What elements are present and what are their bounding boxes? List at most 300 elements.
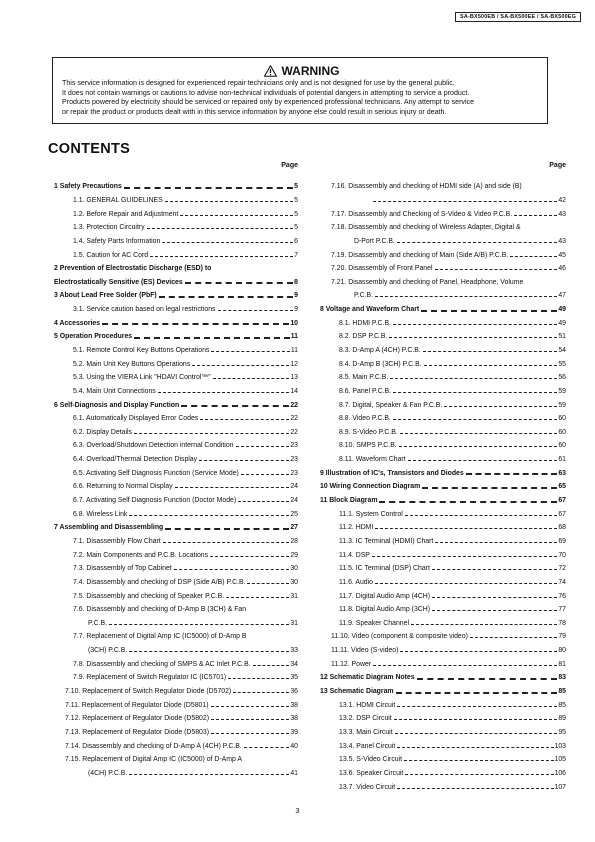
toc-entry-page: 24 bbox=[290, 483, 298, 491]
toc-entry-title: 8.10. SMPS P.C.B. bbox=[339, 442, 397, 450]
toc-entry-page: 49 bbox=[558, 306, 566, 314]
toc-entry-title: 13.2. DSP Circuit bbox=[339, 715, 392, 723]
dot-leader bbox=[247, 583, 289, 584]
dot-leader bbox=[397, 788, 553, 789]
toc-entry[interactable] bbox=[54, 180, 298, 194]
warning-heading bbox=[62, 63, 541, 78]
toc-entry-title: 13.3. Main Circuit bbox=[339, 728, 393, 736]
toc-entry-page: 60 bbox=[558, 415, 566, 423]
toc-entry-title: 1.5. Caution for AC Cord bbox=[73, 251, 149, 259]
toc-entry-page: 29 bbox=[290, 551, 298, 559]
dot-leader bbox=[411, 624, 557, 625]
toc-entry-page: 13 bbox=[290, 374, 298, 382]
toc-entry-page: 61 bbox=[558, 456, 566, 464]
toc-entry-title: 1 Safety Precautions bbox=[54, 183, 122, 191]
toc-entry-title: D-Port P.C.B. bbox=[354, 237, 395, 245]
toc-entry[interactable] bbox=[320, 275, 566, 289]
dot-leader bbox=[424, 365, 558, 366]
dot-leader bbox=[417, 678, 558, 680]
dot-leader bbox=[134, 337, 290, 339]
toc-entry-title: 1.2. Before Repair and Adjustment bbox=[73, 210, 179, 218]
toc-entry-page: 43 bbox=[558, 210, 566, 218]
toc-entry-page: 22 bbox=[290, 415, 298, 423]
dot-leader bbox=[444, 406, 557, 407]
toc-entry-page: 67 bbox=[558, 497, 566, 505]
dot-leader bbox=[393, 392, 557, 393]
toc-entry-page: 89 bbox=[558, 715, 566, 723]
toc-entry-page: 38 bbox=[290, 715, 298, 723]
warning-text-line: It does not contain warnings or cautions to advise non-technical individuals of potential dangers in attempting to service a product. bbox=[62, 88, 470, 97]
dot-leader bbox=[210, 556, 289, 557]
warning-triangle-icon bbox=[264, 65, 277, 77]
toc-entry[interactable] bbox=[320, 685, 566, 699]
toc-entry[interactable] bbox=[320, 494, 566, 508]
toc-entry-title: 5 Operation Procedures bbox=[54, 333, 133, 341]
toc-entry[interactable] bbox=[54, 630, 298, 644]
toc-entry[interactable] bbox=[54, 726, 298, 740]
dot-leader bbox=[147, 228, 294, 229]
toc-entry-title: 7.4. Disassembly and checking of DSP (Side A/B) P.C.B. bbox=[73, 578, 246, 586]
dot-leader bbox=[373, 201, 557, 202]
toc-entry[interactable] bbox=[320, 466, 566, 480]
toc-entry[interactable] bbox=[320, 589, 566, 603]
toc-entry[interactable] bbox=[54, 712, 298, 726]
toc-entry-title: 11.2. HDMI bbox=[339, 524, 374, 532]
toc-entry-title: 6.1. Automatically Displayed Error Codes bbox=[73, 415, 199, 423]
toc-entry-title: 8.7. Digital, Speaker & Fan P.C.B. bbox=[339, 401, 443, 409]
toc-entry-page: 74 bbox=[558, 578, 566, 586]
toc-entry-page: 41 bbox=[290, 769, 298, 777]
toc-entry[interactable] bbox=[54, 207, 298, 221]
toc-entry-page: 63 bbox=[558, 469, 566, 477]
toc-entry-page: 36 bbox=[290, 688, 298, 696]
toc-entry-title: 6.2. Display Details bbox=[73, 428, 132, 436]
toc-entry-page: 83 bbox=[558, 674, 566, 682]
toc-entry-page: 106 bbox=[554, 769, 566, 777]
toc-entry-page: 12 bbox=[290, 360, 298, 368]
toc-entry[interactable] bbox=[320, 248, 566, 262]
toc-entry[interactable] bbox=[320, 562, 566, 576]
dot-leader bbox=[211, 706, 290, 707]
contents-title: CONTENTS bbox=[48, 141, 131, 157]
toc-entry-title: 6.3. Overload/Shutdown Detection internal Condition bbox=[73, 442, 234, 450]
toc-entry-title: 7.12. Replacement of Regulator Diode (D5802) bbox=[65, 715, 210, 723]
toc-entry-title: (3CH) P.C.B. bbox=[88, 647, 128, 655]
toc-entry-title: 7.13. Replacement of Regulator Diode (D5803) bbox=[65, 728, 210, 736]
toc-entry[interactable] bbox=[320, 262, 566, 276]
dot-leader bbox=[405, 515, 557, 516]
toc-entry[interactable] bbox=[54, 289, 298, 303]
toc-entry-title: 11.3. IC Terminal (HDMI) Chart bbox=[339, 537, 434, 545]
dot-leader bbox=[432, 610, 557, 611]
toc-entry-page: 23 bbox=[290, 469, 298, 477]
toc-entry-title: 8.5. Main P.C.B. bbox=[339, 374, 389, 382]
dot-leader bbox=[162, 242, 293, 243]
toc-entry-page: 105 bbox=[554, 756, 566, 764]
dot-leader bbox=[175, 487, 290, 488]
warning-title: WARNING bbox=[281, 63, 340, 78]
dot-leader bbox=[404, 760, 553, 761]
toc-entry[interactable] bbox=[320, 780, 566, 794]
toc-entry-page: 14 bbox=[290, 387, 298, 395]
toc-entry[interactable] bbox=[320, 644, 566, 658]
toc-entry[interactable] bbox=[54, 466, 298, 480]
toc-entry-title: 1.3. Protection Circuitry bbox=[73, 224, 145, 232]
dot-leader bbox=[432, 569, 557, 570]
toc-entry[interactable] bbox=[320, 426, 566, 440]
toc-entry-title: 13.1. HDMI Circuit bbox=[339, 701, 396, 709]
toc-right-column bbox=[320, 162, 566, 794]
toc-entry[interactable] bbox=[320, 344, 566, 358]
toc-entry-title: 11.7. Digital Audio Amp (4CH) bbox=[339, 592, 431, 600]
toc-entry-page: 10 bbox=[290, 319, 298, 327]
dot-leader bbox=[372, 556, 557, 557]
toc-entry[interactable] bbox=[54, 739, 298, 753]
toc-entry-page: 55 bbox=[558, 360, 566, 368]
toc-entry-title: (4CH) P.C.B. bbox=[88, 769, 128, 777]
dot-leader bbox=[199, 460, 289, 461]
dot-leader bbox=[211, 351, 289, 352]
toc-entry-title: 3.1. Service caution based on legal restrictions bbox=[73, 306, 216, 314]
toc-entry-title: 7.10. Replacement of Switch Regulator Diode (D5702) bbox=[65, 688, 232, 696]
toc-entry-title: 11.5. IC Terminal (DSP) Chart bbox=[339, 565, 430, 573]
toc-entry-title: 1.4. Safety Parts Information bbox=[73, 237, 161, 245]
toc-entry-page: 31 bbox=[290, 592, 298, 600]
toc-entry-page: 11 bbox=[290, 333, 298, 341]
toc-entry-title: 7.1. Disassembly Flow Chart bbox=[73, 537, 161, 545]
toc-entry-title: 7.7. Replacement of Digital Amp IC (IC5000) of D-Amp B bbox=[73, 633, 247, 641]
toc-entry-page: 5 bbox=[294, 224, 298, 232]
toc-entry[interactable] bbox=[320, 671, 566, 685]
toc-entry-page: 67 bbox=[558, 510, 566, 518]
toc-entry-page: 40 bbox=[290, 742, 298, 750]
toc-entry[interactable] bbox=[320, 767, 566, 781]
dot-leader bbox=[397, 747, 553, 748]
toc-entry-page: 5 bbox=[294, 210, 298, 218]
toc-entry-title: 13 Schematic Diagram bbox=[320, 688, 394, 696]
dot-leader bbox=[400, 651, 557, 652]
toc-entry[interactable] bbox=[54, 453, 298, 467]
dot-leader bbox=[233, 692, 289, 693]
dot-leader bbox=[218, 310, 294, 311]
toc-entry[interactable] bbox=[54, 698, 298, 712]
toc-entry[interactable] bbox=[320, 726, 566, 740]
toc-entry-title: 6.6. Returning to Normal Display bbox=[73, 483, 173, 491]
toc-entry[interactable] bbox=[320, 207, 566, 221]
toc-entry-page: 72 bbox=[558, 565, 566, 573]
toc-entry[interactable] bbox=[54, 494, 298, 508]
toc-entry-page: 107 bbox=[554, 783, 566, 791]
toc-entry[interactable] bbox=[320, 221, 566, 235]
toc-entry-page: 31 bbox=[290, 619, 298, 627]
toc-entry-page: 95 bbox=[558, 728, 566, 736]
toc-entry[interactable] bbox=[320, 657, 566, 671]
toc-entry[interactable] bbox=[320, 698, 566, 712]
toc-entry-title: 8 Voltage and Waveform Chart bbox=[320, 306, 420, 314]
toc-entry-page: 39 bbox=[290, 728, 298, 736]
dot-leader bbox=[394, 719, 558, 720]
toc-entry-title: 13.4. Panel Circuit bbox=[339, 742, 396, 750]
toc-entry-title: 7.11. Replacement of Regulator Diode (D5801) bbox=[65, 701, 209, 709]
toc-right-list bbox=[320, 180, 566, 794]
toc-entry-title: 13.5. S-Video Circuit bbox=[339, 756, 403, 764]
toc-entry-title: 13.7. Video Circuit bbox=[339, 783, 396, 791]
dot-leader bbox=[241, 474, 289, 475]
toc-entry-title: 6.5. Activating Self Diagnosis Function (Service Mode) bbox=[73, 469, 239, 477]
toc-entry[interactable] bbox=[320, 316, 566, 330]
toc-entry-page: 59 bbox=[558, 401, 566, 409]
toc-entry-page: 56 bbox=[558, 374, 566, 382]
toc-left-list bbox=[54, 180, 298, 780]
toc-entry-title: 7.14. Disassembly and checking of D-Amp A (4CH) P.C.B. bbox=[65, 742, 242, 750]
toc-entry[interactable] bbox=[320, 371, 566, 385]
dot-leader bbox=[134, 433, 289, 434]
toc-entry-page: 6 bbox=[294, 237, 298, 245]
dot-leader bbox=[236, 446, 290, 447]
dot-leader bbox=[405, 774, 553, 775]
toc-entry-page: 65 bbox=[558, 483, 566, 491]
toc-entry-page: 23 bbox=[290, 456, 298, 464]
toc-entry[interactable] bbox=[54, 480, 298, 494]
toc-entry[interactable] bbox=[54, 671, 298, 685]
toc-entry[interactable] bbox=[320, 603, 566, 617]
dot-leader bbox=[397, 242, 557, 243]
toc-entry[interactable] bbox=[54, 330, 298, 344]
toc-entry[interactable] bbox=[54, 357, 298, 371]
toc-entry-page: 54 bbox=[558, 347, 566, 354]
toc-entry[interactable] bbox=[320, 480, 566, 494]
toc-entry-title: 11.12. Power bbox=[331, 660, 372, 668]
toc-entry-page: 77 bbox=[558, 606, 566, 614]
dot-leader bbox=[421, 310, 557, 312]
toc-entry-title: 8.4. D-Amp B (3CH) P.C.B. bbox=[339, 360, 422, 368]
toc-entry[interactable] bbox=[54, 412, 298, 426]
toc-entry-page: 45 bbox=[558, 251, 566, 259]
toc-entry[interactable] bbox=[54, 385, 298, 399]
toc-entry[interactable] bbox=[54, 617, 298, 631]
toc-entry-page: 69 bbox=[558, 537, 566, 545]
toc-entry[interactable] bbox=[54, 603, 298, 617]
toc-entry-title: 6 Self-Diagnosis and Display Function bbox=[54, 401, 180, 409]
toc-entry-page: 43 bbox=[558, 237, 566, 245]
toc-entry-page: 68 bbox=[558, 524, 566, 532]
warning-text-line: or repair the product or products dealt with in this service information by anyone else could result in serious injury or death. bbox=[62, 107, 447, 116]
dot-leader bbox=[211, 733, 289, 734]
dot-leader bbox=[109, 624, 289, 625]
toc-entry[interactable] bbox=[54, 657, 298, 671]
toc-entry-title: 11.11. Video (S-video) bbox=[331, 647, 399, 655]
dot-leader bbox=[393, 419, 557, 420]
toc-entry[interactable] bbox=[320, 235, 566, 249]
toc-entry-page: 85 bbox=[558, 701, 566, 709]
toc-entry[interactable] bbox=[320, 303, 566, 317]
dot-leader bbox=[435, 269, 558, 270]
dot-leader bbox=[395, 733, 558, 734]
dot-leader bbox=[408, 460, 558, 461]
dot-leader bbox=[253, 665, 290, 666]
dot-leader bbox=[375, 296, 557, 297]
toc-entry-title: 7.17. Disassembly and Checking of S-Video & Video P.C.B. bbox=[331, 210, 513, 218]
dot-leader bbox=[124, 187, 293, 189]
toc-entry[interactable] bbox=[320, 289, 566, 303]
dot-leader bbox=[397, 706, 557, 707]
toc-entry-page: 22 bbox=[290, 401, 298, 409]
toc-entry[interactable] bbox=[320, 507, 566, 521]
toc-entry-page: 5 bbox=[294, 196, 298, 204]
dot-leader bbox=[165, 528, 289, 530]
toc-entry[interactable] bbox=[320, 753, 566, 767]
dot-leader bbox=[375, 528, 557, 529]
toc-entry-page: 5 bbox=[294, 183, 298, 191]
toc-entry[interactable] bbox=[54, 439, 298, 453]
toc-entry-page: 59 bbox=[558, 387, 566, 395]
toc-entry-title: 5.1. Remote Control Key Buttons Operations bbox=[73, 347, 210, 354]
toc-entry[interactable] bbox=[320, 180, 566, 194]
toc-entry-page: 8 bbox=[294, 278, 298, 286]
toc-entry[interactable] bbox=[54, 275, 298, 289]
toc-entry-title: 11.8. Digital Audio Amp (3CH) bbox=[339, 606, 431, 614]
toc-entry-title: 11.1. System Control bbox=[339, 510, 403, 518]
toc-entry-title: 7 Assembling and Disassembling bbox=[54, 524, 164, 532]
toc-entry[interactable] bbox=[54, 262, 298, 276]
toc-entry-title: 6.7. Activating Self Diagnosis Function (Doctor Mode) bbox=[73, 497, 237, 505]
dot-leader bbox=[470, 637, 557, 638]
toc-entry[interactable] bbox=[54, 235, 298, 249]
toc-entry-page: 78 bbox=[558, 619, 566, 627]
dot-leader bbox=[423, 351, 558, 352]
toc-entry-title: 7.6. Disassembly and checking of D-Amp B (3CH) & Fan bbox=[73, 606, 247, 614]
toc-entry-title: 2 Prevention of Electrostatic Discharge (ESD) to bbox=[54, 265, 212, 273]
toc-entry-title: 4 Accessories bbox=[54, 319, 101, 327]
toc-entry-page: 23 bbox=[290, 442, 298, 450]
toc-entry[interactable] bbox=[320, 535, 566, 549]
toc-entry[interactable] bbox=[54, 398, 298, 412]
dot-leader bbox=[213, 378, 290, 379]
toc-entry[interactable] bbox=[54, 589, 298, 603]
toc-entry-title: 11.9. Speaker Channel bbox=[339, 619, 409, 627]
toc-entry-title: 11.10. Video (component & composite video) bbox=[331, 633, 468, 641]
dot-leader bbox=[200, 419, 289, 420]
toc-entry-page: 76 bbox=[558, 592, 566, 600]
toc-entry[interactable] bbox=[320, 548, 566, 562]
dot-leader bbox=[390, 378, 557, 379]
dot-leader bbox=[373, 665, 557, 666]
toc-entry[interactable] bbox=[320, 576, 566, 590]
toc-entry-page: 81 bbox=[558, 660, 566, 668]
toc-entry[interactable] bbox=[54, 221, 298, 235]
toc-entry-page: 24 bbox=[290, 497, 298, 505]
toc-entry-page: 33 bbox=[290, 647, 298, 655]
dot-leader bbox=[389, 337, 557, 338]
toc-entry[interactable] bbox=[54, 644, 298, 658]
toc-entry[interactable] bbox=[54, 248, 298, 262]
toc-entry-page: 30 bbox=[290, 565, 298, 573]
toc-entry[interactable] bbox=[54, 521, 298, 535]
toc-entry-title: 11.4. DSP bbox=[339, 551, 370, 559]
toc-entry[interactable] bbox=[54, 685, 298, 699]
dot-leader bbox=[228, 678, 289, 679]
toc-entry-page: 47 bbox=[558, 292, 566, 300]
toc-entry-page: 9 bbox=[294, 306, 298, 314]
toc-entry[interactable] bbox=[54, 548, 298, 562]
toc-entry[interactable] bbox=[320, 630, 566, 644]
toc-entry[interactable] bbox=[54, 507, 298, 521]
toc-entry-title: 8.11. Waveform Chart bbox=[339, 456, 406, 464]
toc-entry[interactable] bbox=[54, 753, 298, 767]
toc-entry[interactable] bbox=[320, 712, 566, 726]
toc-entry[interactable] bbox=[320, 521, 566, 535]
toc-entry[interactable] bbox=[54, 576, 298, 590]
dot-leader bbox=[211, 719, 289, 720]
toc-entry-page: 60 bbox=[558, 428, 566, 436]
toc-entry[interactable] bbox=[320, 385, 566, 399]
toc-entry[interactable] bbox=[320, 453, 566, 467]
dot-leader bbox=[165, 201, 293, 202]
toc-entry[interactable] bbox=[54, 767, 298, 781]
dot-leader bbox=[192, 365, 289, 366]
toc-entry-title: 7.19. Disassembly and checking of Main (Side A/B) P.C.B. bbox=[331, 251, 509, 259]
toc-entry[interactable] bbox=[54, 535, 298, 549]
toc-entry[interactable] bbox=[320, 439, 566, 453]
dot-leader bbox=[400, 433, 558, 434]
toc-entry-page: 22 bbox=[290, 428, 298, 436]
toc-entry-title: 7.15. Replacement of Digital Amp IC (IC5000) of D-Amp A bbox=[65, 756, 242, 764]
toc-entry[interactable] bbox=[320, 398, 566, 412]
toc-entry[interactable] bbox=[320, 412, 566, 426]
page-number: 3 bbox=[295, 806, 300, 815]
toc-entry-title: 8.2. DSP P.C.B. bbox=[339, 333, 388, 341]
dot-leader bbox=[150, 256, 293, 257]
toc-entry-title: 3 About Lead Free Solder (PbF) bbox=[54, 292, 157, 300]
toc-entry[interactable] bbox=[320, 357, 566, 371]
dot-leader bbox=[399, 446, 558, 447]
toc-entry-page: 34 bbox=[290, 660, 298, 668]
toc-entry-title: 7.9. Replacement of Switch Regulator IC (IC5701) bbox=[73, 674, 227, 682]
toc-entry[interactable] bbox=[320, 739, 566, 753]
toc-entry-title: 11 Block Diagram bbox=[320, 497, 378, 505]
toc-entry-title: 7.21. Disassembly and checking of Panel, Headphone, Volume bbox=[331, 278, 524, 286]
dot-leader bbox=[185, 282, 293, 284]
dot-leader bbox=[396, 692, 558, 694]
toc-entry-page: 103 bbox=[554, 742, 566, 750]
toc-entry-page: 28 bbox=[290, 537, 298, 545]
toc-entry-title: 10 Wiring Connection Diagram bbox=[320, 483, 421, 491]
toc-entry-page: 85 bbox=[558, 688, 566, 696]
toc-entry[interactable] bbox=[54, 562, 298, 576]
toc-entry[interactable] bbox=[54, 316, 298, 330]
dot-leader bbox=[510, 256, 557, 257]
dot-leader bbox=[159, 296, 293, 298]
toc-entry[interactable] bbox=[320, 194, 566, 208]
toc-entry-page: 51 bbox=[558, 333, 566, 341]
toc-entry[interactable] bbox=[54, 303, 298, 317]
toc-entry-title: 8.9. S-Video P.C.B. bbox=[339, 428, 398, 436]
dot-leader bbox=[129, 515, 289, 516]
dot-leader bbox=[163, 542, 290, 543]
toc-entry[interactable] bbox=[54, 344, 298, 358]
toc-entry-page: 60 bbox=[558, 442, 566, 450]
toc-entry[interactable] bbox=[54, 371, 298, 385]
toc-entry[interactable] bbox=[320, 330, 566, 344]
toc-entry[interactable] bbox=[320, 617, 566, 631]
toc-entry[interactable] bbox=[54, 426, 298, 440]
dot-leader bbox=[422, 487, 557, 489]
dot-leader bbox=[375, 583, 557, 584]
toc-entry[interactable] bbox=[54, 194, 298, 208]
toc-entry-title: 8.3. D-Amp A (4CH) P.C.B. bbox=[339, 347, 421, 354]
toc-entry-title: 5.4. Main Unit Connections bbox=[73, 387, 156, 395]
toc-entry-title: 7.5. Disassembly and checking of Speaker P.C.B. bbox=[73, 592, 225, 600]
